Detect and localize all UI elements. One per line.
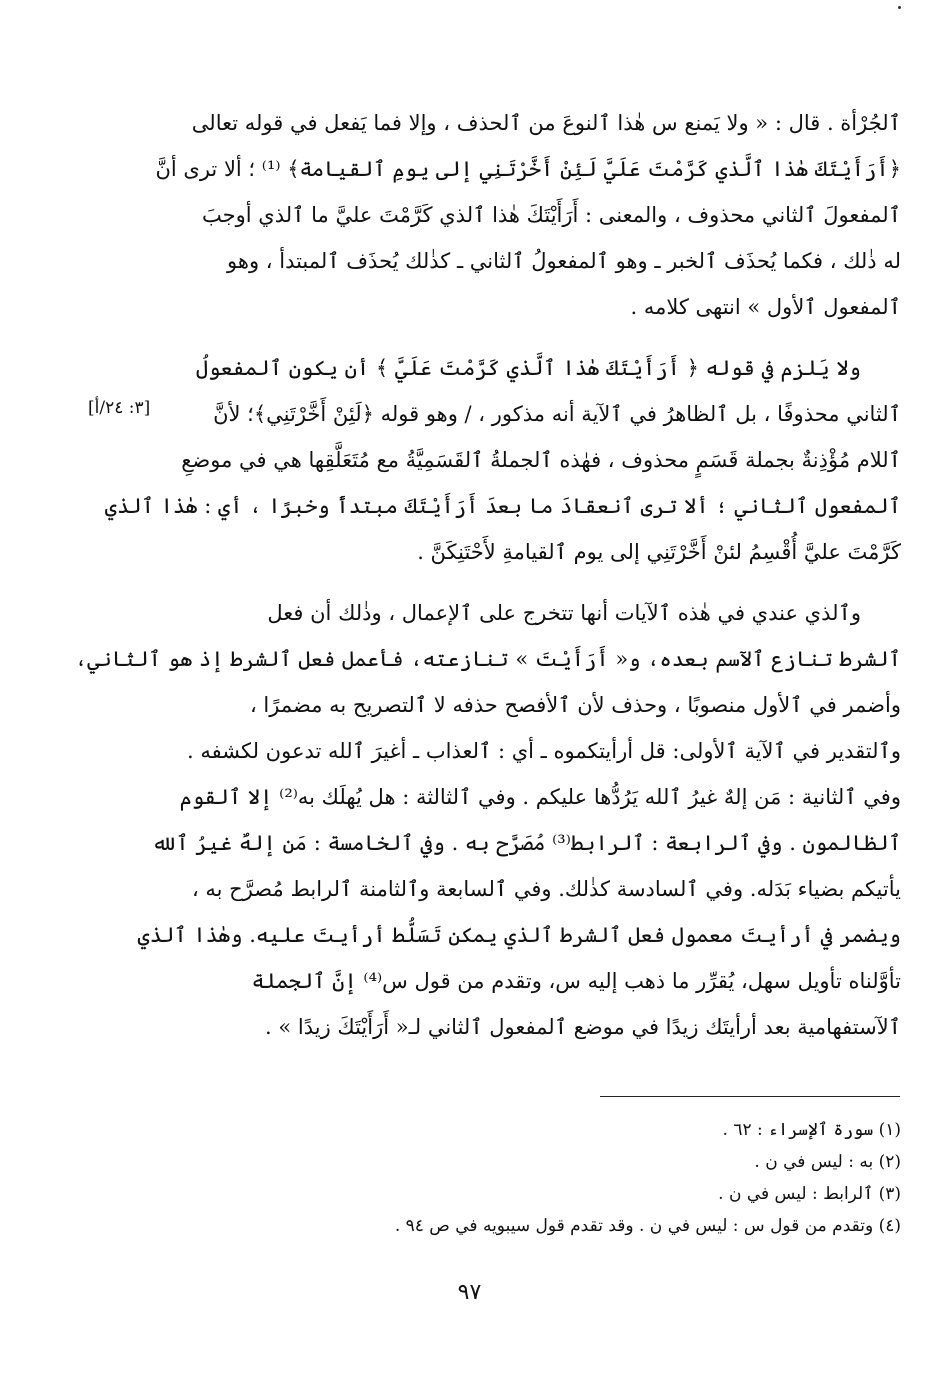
footnote: (١) سورة ٱلإسراء : ٦٢ . (722, 1120, 901, 1140)
text-line: ٱلآستفهامية بعد أرأيتَك زيدًا في موضع ٱلمفعول ٱلثاني لـ« أَرَأَيْتَكَ زيدًا » . (265, 1015, 901, 1039)
footnote: (٢) به : ليس في ن . (754, 1152, 901, 1172)
paragraph-3 (74, 590, 901, 1050)
text-line: ٱلمفعولَ ٱلثاني محذوف ، والمعنى : أَرَأَيْتَكَ هٰذا ٱلذي كَرَّمْتَ عليَّ ما ٱلذي أوجبَ (202, 203, 901, 227)
text-line: له ذٰلك ، فكما يُحذَف ٱلخبر ـ وهو ٱلمفعولُ ٱلثاني ـ كذٰلك يُحذَف ٱلمبتدأ ، وهو (227, 249, 901, 273)
text-line: ٱلمفعول ٱلأول » انتهى كلامه . (630, 295, 901, 319)
text-line: ٱلشرط تنازع ٱلآسم بعده، و« أَرَأَيْتَ » تنازعته، فأعمل فعل ٱلشرط إذ هو ٱلثاني، (74, 647, 901, 671)
text-line: ٱلمفعول ٱلثاني ؛ ألا ترى ٱنعقادَ ما بعدَ أَرَأَيْتَكَ مبتدأً وخبرًا ، أي : هٰذا ٱلذي (104, 494, 901, 518)
corner-mark (898, 6, 901, 9)
text-line: وٱلتقدير في ٱلآية ٱلأولى: قل أرأيتكموه ـ أي : ٱلعذاب ـ أغيرَ ٱلله تدعون لكشفه . (187, 739, 901, 763)
footnote: (٤) وتقدم من قول س : ليس في ن . وقد تقدم قول سيبويه في ص ٩٤ . (394, 1216, 901, 1236)
text-line: ٱلجُرْأة . قال : « ولا يَمنع س هٰذا ٱلنوعَ من ٱلحذف ، وإلا فما يَفعل في قوله تعالى (191, 111, 901, 135)
text-line: وٱلذي عندي في هٰذه ٱلآيات أنها تتخرج على ٱلإعمال ، وذٰلك أن فعل (267, 601, 861, 625)
paragraph-1 (155, 100, 901, 330)
text-line: ويضمر في أرأيتَ معمول فعل ٱلشرط ٱلذي يمكن تَسَلُّط أرأيتَ عليه. وهٰذا ٱلذي (137, 923, 901, 947)
footnotes (176, 1114, 901, 1242)
text-line: يأتيكم بضياء بَدَله. وفي ٱلسادسة كذٰلك. وفي ٱلسابعة وٱلثامنة ٱلرابط مُصرَّح به ، (191, 877, 901, 901)
manuscript-folio-note: [٣: ٢٤/أ] (88, 398, 151, 418)
page-number: ٩٧ (457, 1280, 482, 1305)
footnote: (٣) ٱلرابط : ليس في ن . (718, 1184, 901, 1204)
text-line: ولا يَلزم في قوله ﴿ أَرَأَيْتَكَ هٰذا ٱلَّذي كَرَّمْتَ عَلَيَّ ﴾ أن يكون ٱلمفعولُ (195, 356, 861, 380)
text-line: تأوَّلناه تأويل سهل، يُقرِّر ما ذهب إليه س، وتقدم من قول س⁽⁴⁾ إنَّ ٱلجملة (251, 969, 901, 993)
text-line: وأضمر في ٱلأول منصوبًا ، وحذف لأن ٱلأفصح حذفه لا ٱلتصريح به مضمرًا ، (249, 693, 901, 717)
text-line: ٱللام مُؤْذِنةٌ بجملة قَسَمٍ محذوف ، فهٰذه ٱلجملةُ ٱلقَسَمِيَّةُ مع مُتَعَلَّقِها هي في موضعِ (181, 448, 901, 472)
text-line: وفي ٱلثانية : مَن إلهٌ غيرُ ٱلله يَرُدُّها عليكم . وفي ٱلثالثة : هل يُهلَك به⁽²⁾ إلا ٱلقوم (179, 785, 901, 809)
text-line: ٱلظالمون . وفي ٱلرابعة : ٱلرابط⁽³⁾ مُصَرَّح به . وفي ٱلخامسة : مَن إلهٌ غيرُ ٱلله (151, 831, 901, 855)
footnote-divider (600, 1096, 900, 1097)
text-line: ٱلثاني محذوفًا ، بل ٱلظاهرُ في ٱلآية أنه مذكور ، / وهو قوله ﴿لَئِنْ أَخَّرْتَنِي﴾؛ لأنَّ (213, 402, 901, 426)
text-line: ﴿أَرَأَيْتَكَ هٰذا ٱلَّذي كَرَّمْتَ عَلَيَّ لَئِنْ أَخَّرْتَنِي إلى يومِ ٱلقيامة﴾ ⁽¹⁾ ؛ ألا ترى أنَّ (155, 157, 901, 181)
text-line: كَرَّمْتَ عليَّ أُقْسِمُ لئنْ أَخَّرْتَنِي إلى يوم ٱلقيامةِ لأَحْتَنِكَنَّ . (417, 540, 901, 564)
